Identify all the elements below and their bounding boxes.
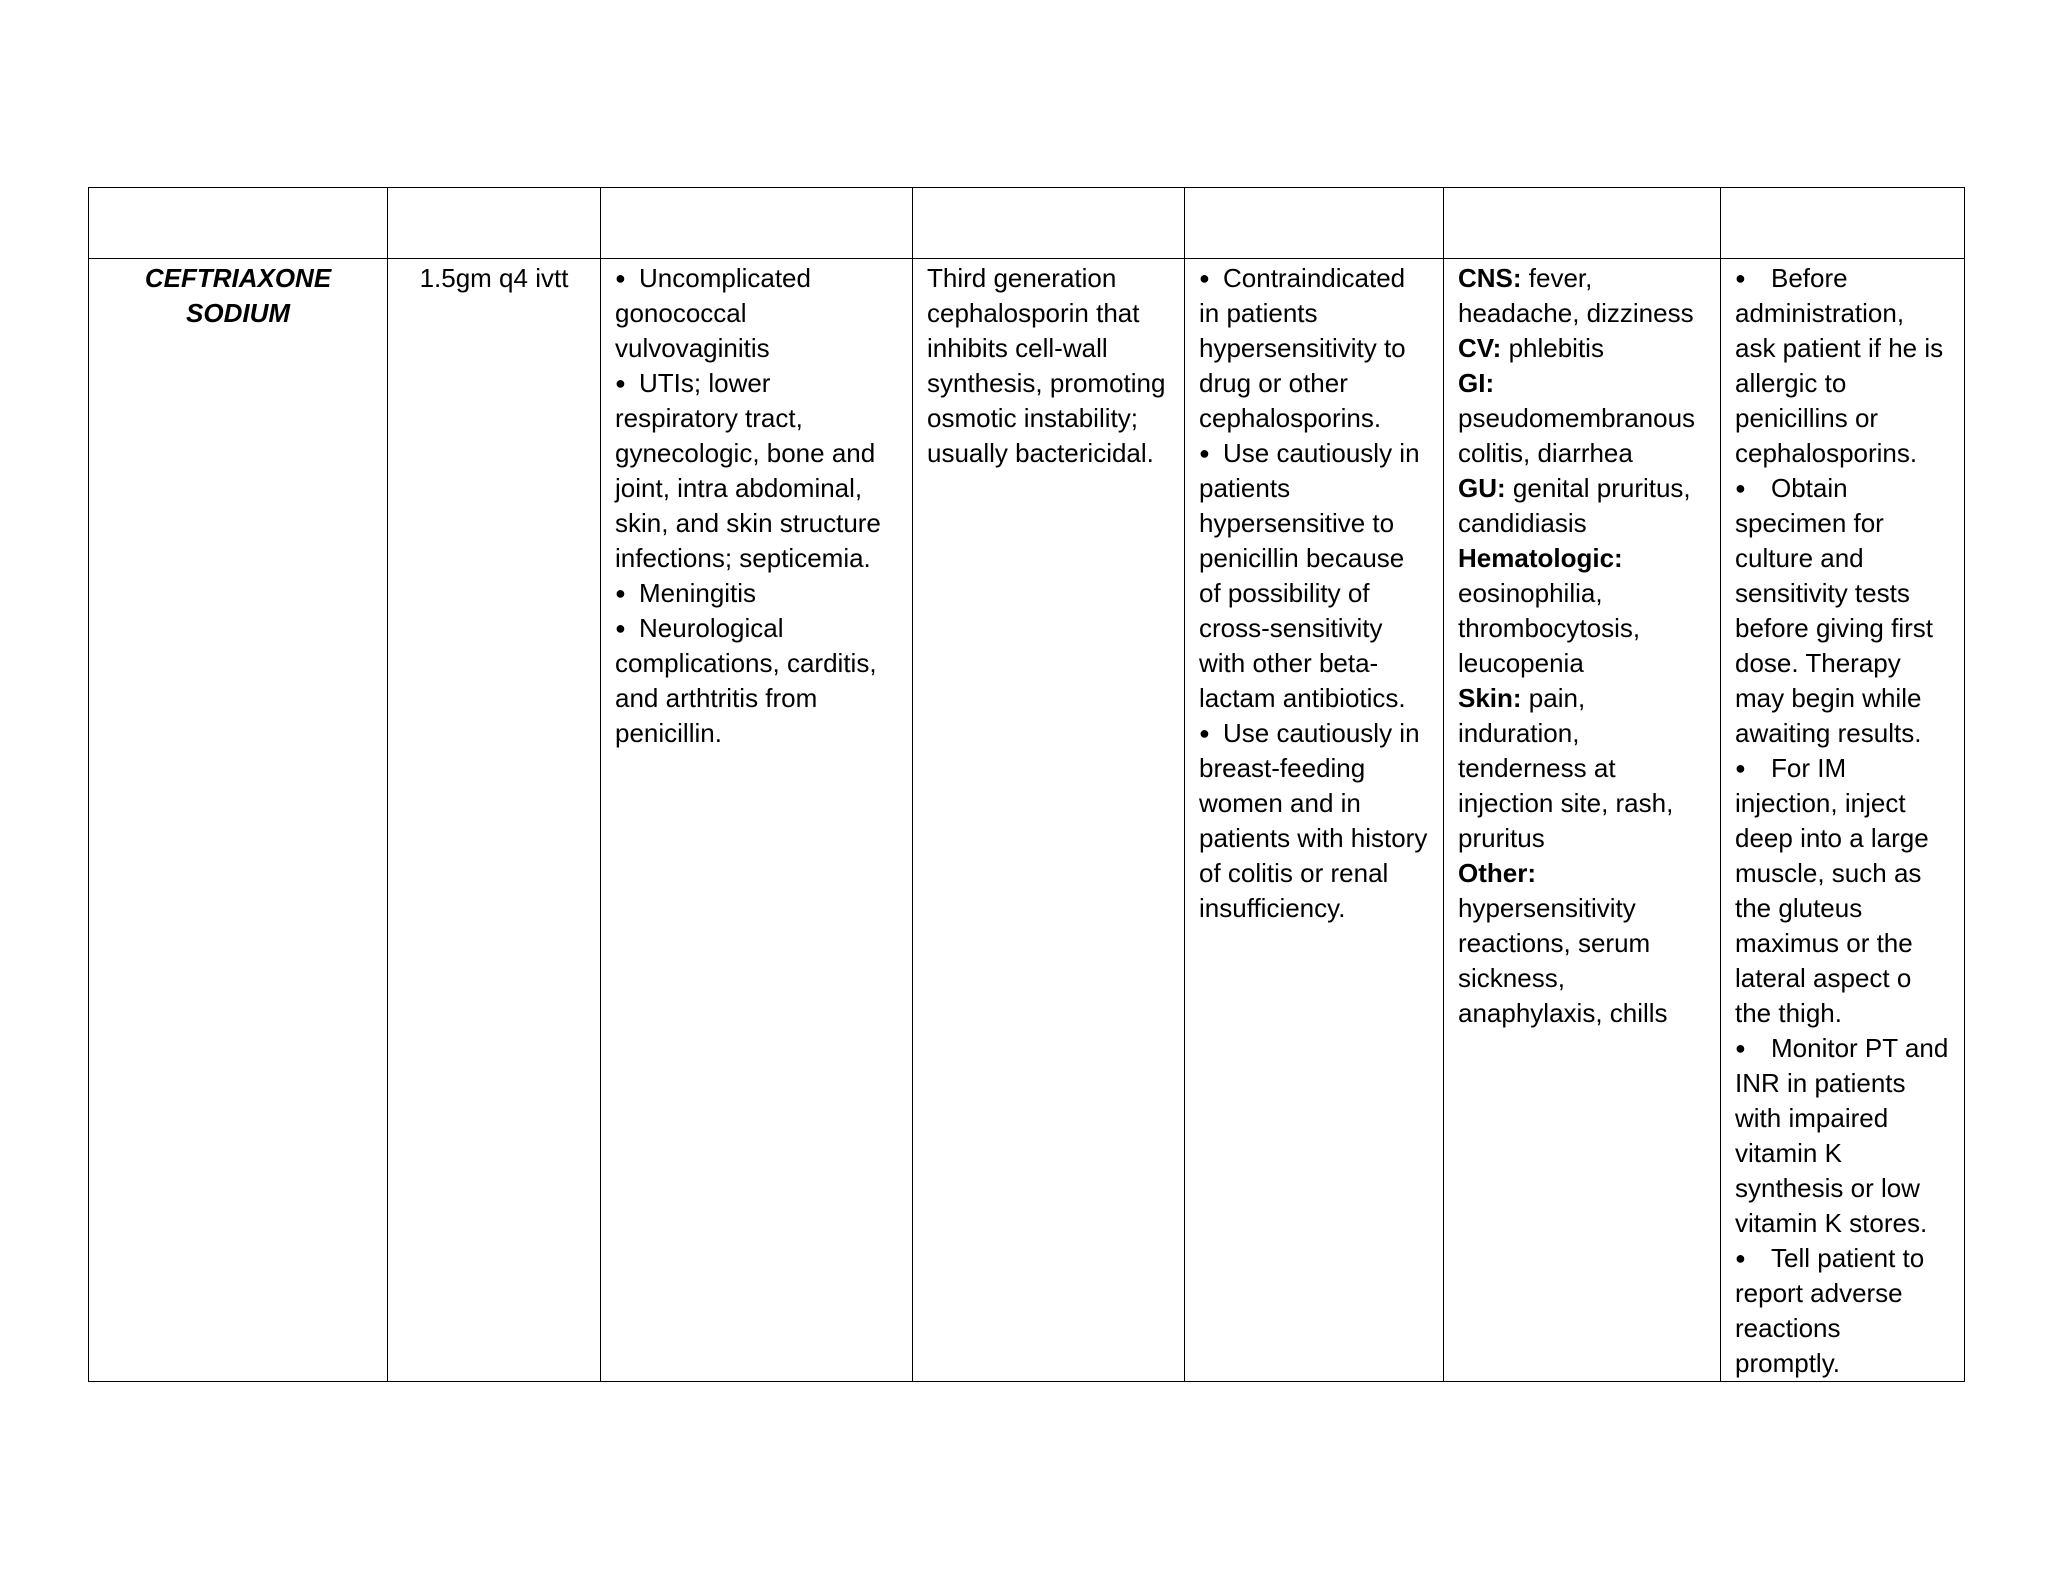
- bullet-icon: ●: [1735, 1038, 1746, 1058]
- list-item: ● Before administration, ask patient if he is allergic to penicillins or cephalosporins.: [1735, 263, 1944, 468]
- header-cell: [1721, 188, 1965, 259]
- side-effect-hematologic: Hematologic: eosinophilia, thrombocytosis, leucopenia: [1458, 543, 1641, 678]
- drug-name-line: CEFTRIAXONE: [144, 263, 332, 293]
- dosage-text: 1.5gm q4 ivtt: [419, 263, 569, 293]
- drug-name-line: SODIUM: [186, 298, 290, 328]
- dosage-cell: [388, 259, 601, 1382]
- indications-list: [615, 261, 898, 751]
- mechanism-text: Third generation cephalosporin that inhibits cell-wall synthesis, promoting osmotic instability; usually bactericidal.: [927, 263, 1166, 468]
- bullet-icon: ●: [1735, 268, 1746, 288]
- header-cell: [1185, 188, 1444, 259]
- nursing-responsibilities-list: [1735, 261, 1950, 1381]
- side-effect-skin: Skin: pain, induration, tenderness at injection site, rash, pruritus: [1458, 683, 1674, 853]
- list-item: ● UTIs; lower respiratory tract, gynecologic, bone and joint, intra abdominal, skin, and skin structure infections; septicemia.: [615, 368, 881, 573]
- nursing-responsibilities-cell: [1721, 259, 1965, 1382]
- bullet-icon: ●: [1735, 1248, 1746, 1268]
- header-cell: [913, 188, 1185, 259]
- list-item: ● For IM injection, inject deep into a large muscle, such as the gluteus maximus or the lateral aspect o the thigh.: [1735, 753, 1929, 1028]
- side-effect-gi: GI: pseudomembranous colitis, diarrhea: [1458, 368, 1696, 468]
- contraindications-list: [1199, 261, 1429, 926]
- indications-cell: [601, 259, 913, 1382]
- bullet-icon: ●: [1735, 478, 1746, 498]
- bullet-icon: ●: [615, 583, 626, 603]
- drug-study-table: [88, 187, 1965, 1382]
- bullet-icon: ●: [1199, 268, 1210, 288]
- bullet-icon: ●: [615, 268, 626, 288]
- side-effect-other: Other: hypersensitivity reactions, serum sickness, anaphylaxis, chills: [1458, 858, 1668, 1028]
- header-cell: [388, 188, 601, 259]
- header-cell: [89, 188, 388, 259]
- list-item: ● Neurological complications, carditis, and arthtritis from penicillin.: [615, 613, 877, 748]
- drug-row: [89, 259, 1965, 1382]
- list-item: ● Tell patient to report adverse reactions promptly.: [1735, 1243, 1925, 1378]
- list-item: ● Use cautiously in breast-feeding women and in patients with history of colitis or renal insufficiency.: [1199, 718, 1428, 923]
- list-item: ● Obtain specimen for culture and sensitivity tests before giving first dose. Therapy may begin while awaiting results.: [1735, 473, 1933, 748]
- drug-name-cell: [89, 259, 388, 1382]
- list-item: ● Use cautiously in patients hypersensitive to penicillin because of possibility of cross-sensitivity with other beta-lactam antibiotics.: [1199, 438, 1420, 713]
- header-row: [89, 188, 1965, 259]
- bullet-icon: ●: [1735, 758, 1746, 778]
- contraindications-cell: [1185, 259, 1444, 1382]
- list-item: ● Contraindicated in patients hypersensitivity to drug or other cephalosporins.: [1199, 263, 1406, 433]
- side-effect-cns: CNS: fever, headache, dizziness: [1458, 263, 1694, 328]
- list-item: ● Meningitis: [615, 576, 898, 611]
- list-item: ● Monitor PT and INR in patients with impaired vitamin K synthesis or low vitamin K stores.: [1735, 1033, 1949, 1238]
- list-item: ● Uncomplicated gonococcal vulvovaginitis: [615, 263, 811, 363]
- header-cell: [1444, 188, 1721, 259]
- bullet-icon: ●: [615, 373, 626, 393]
- side-effects-cell: [1444, 259, 1721, 1382]
- header-cell: [601, 188, 913, 259]
- mechanism-cell: [913, 259, 1185, 1382]
- side-effect-gu: GU: genital pruritus, candidiasis: [1458, 473, 1691, 538]
- bullet-icon: ●: [1199, 443, 1210, 463]
- bullet-icon: ●: [615, 618, 626, 638]
- bullet-icon: ●: [1199, 723, 1210, 743]
- side-effect-cv: CV: phlebitis: [1458, 333, 1604, 363]
